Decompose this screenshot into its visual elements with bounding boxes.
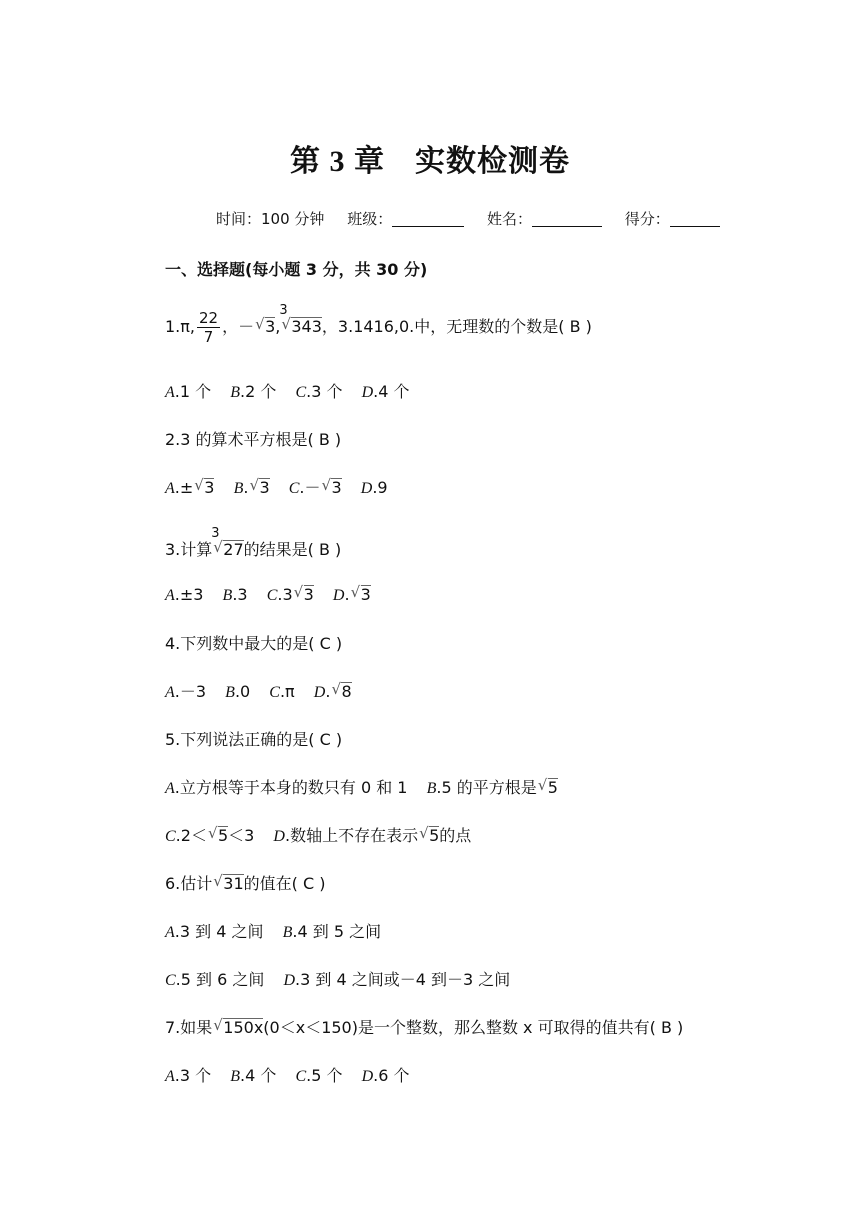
q1-prefix: 1.π,	[165, 317, 195, 336]
option-text: .－3	[174, 682, 207, 701]
question-6	[165, 871, 325, 894]
q6-options-row1	[165, 919, 381, 942]
option-text: .4 个	[373, 382, 410, 401]
radicand: 3	[303, 585, 314, 604]
option-letter: D	[283, 972, 296, 989]
option-text: .5 的平方根是	[436, 778, 537, 797]
radicand: 5	[547, 778, 558, 797]
sqrt-radical	[195, 478, 214, 497]
option-letter: A	[165, 587, 175, 604]
sqrt-radical	[332, 682, 351, 701]
sqrt-radical	[420, 826, 439, 845]
score-label: 得分：	[624, 210, 670, 228]
option-letter: D	[332, 587, 345, 604]
option-text: .±	[174, 478, 194, 497]
option-letter: B	[233, 480, 244, 497]
radicand: 343	[291, 317, 322, 336]
option-text: .3 到 4 之间	[174, 922, 264, 941]
option-text: .3 个	[174, 1066, 212, 1085]
option-letter: A	[165, 1068, 175, 1085]
radicand: 150x	[223, 1018, 264, 1037]
option-text: .数轴上不存在表示	[284, 826, 419, 845]
option-text: .9	[372, 478, 388, 497]
question-2: 2.3 的算术平方根是( B )	[165, 430, 342, 449]
option-letter: C	[266, 587, 278, 604]
option-text: .－	[299, 478, 321, 497]
sqrt-radical	[352, 585, 371, 604]
option-text: .2 个	[240, 382, 277, 401]
fraction-denominator: 7	[203, 328, 214, 346]
option-letter: B	[230, 384, 241, 401]
q7-options	[165, 1063, 410, 1086]
q3-prefix: 3.计算	[165, 540, 213, 559]
q1-text: ，－	[222, 317, 255, 336]
radicand: 3	[204, 478, 215, 497]
option-letter: C	[269, 684, 280, 701]
option-letter: C	[295, 384, 307, 401]
option-letter: B	[426, 780, 437, 797]
sqrt-radical	[214, 1018, 263, 1037]
sqrt-radical	[209, 826, 228, 845]
fraction	[197, 309, 220, 346]
option-letter: B	[230, 1068, 241, 1085]
option-text: .4 到 5 之间	[292, 922, 382, 941]
q7-prefix: 7.如果	[165, 1018, 213, 1037]
option-letter: D	[361, 1068, 374, 1085]
option-letter: D	[360, 480, 373, 497]
class-blank	[392, 210, 464, 227]
option-text: .0	[234, 682, 251, 701]
option-letter: C	[295, 1068, 307, 1085]
q5-options-row1	[165, 775, 558, 798]
option-text: .立方根等于本身的数只有 0 和 1	[174, 778, 408, 797]
sqrt-radical	[295, 585, 314, 604]
option-text: .	[325, 682, 331, 701]
radicand: 3	[265, 317, 276, 336]
root-index: √ 3	[279, 303, 288, 318]
question-3	[165, 526, 342, 560]
q1-options	[165, 379, 410, 402]
option-text: .3 到 4 之间或－4 到－3 之间	[295, 970, 511, 989]
option-text: .2＜	[175, 826, 207, 845]
sqrt-radical	[214, 874, 243, 893]
sqrt-radical	[539, 778, 558, 797]
page-title	[0, 136, 860, 180]
radicand: 3	[331, 478, 342, 497]
q2-options	[165, 475, 388, 498]
option-letter: B	[225, 684, 235, 701]
option-text: .±3	[174, 585, 204, 604]
q3-options	[165, 585, 371, 605]
option-text: .π	[279, 682, 295, 701]
option-text: ＜3	[228, 826, 255, 845]
option-text: .4 个	[240, 1066, 277, 1085]
name-label: 姓名：	[486, 210, 532, 228]
root-index: √ 3	[211, 526, 220, 541]
cube-root-radical	[211, 526, 244, 559]
q6-options-row2	[165, 967, 510, 990]
option-letter: A	[165, 480, 175, 497]
chapter-label: 第 3 章	[290, 145, 385, 178]
option-letter: B	[282, 924, 293, 941]
option-text: .	[344, 585, 350, 604]
section-heading: 一、选择题(每小题 3 分，共 30 分)	[165, 260, 428, 279]
cube-root-radical	[279, 303, 322, 336]
option-letter: A	[165, 780, 175, 797]
option-letter: C	[165, 972, 176, 989]
q7-suffix: (0＜x＜150)是一个整数，那么整数 x 可取得的值共有( B )	[263, 1018, 684, 1037]
option-text: .3	[277, 585, 293, 604]
option-letter: D	[361, 384, 374, 401]
q6-prefix: 6.估计	[165, 874, 213, 893]
name-blank	[532, 210, 602, 227]
option-letter: B	[222, 587, 233, 604]
q1-text: ,	[275, 317, 281, 336]
option-text: .5 到 6 之间	[175, 970, 265, 989]
q1-text: ，3.1416,0.中，无理数的个数是( B )	[321, 317, 592, 336]
question-4: 4.下列数中最大的是( C )	[165, 634, 343, 653]
sqrt-radical	[322, 478, 341, 497]
option-text: .6 个	[373, 1066, 410, 1085]
sqrt-radical	[256, 317, 275, 336]
option-text: .	[243, 478, 249, 497]
radicand: 3	[259, 478, 270, 497]
q6-suffix: 的值在( C )	[243, 874, 326, 893]
question-1	[165, 303, 592, 346]
radicand: 5	[429, 826, 440, 845]
q4-options	[165, 679, 352, 702]
radicand: 27	[223, 540, 244, 559]
class-label: 班级：	[347, 210, 393, 228]
option-letter: A	[165, 924, 175, 941]
q3-suffix: 的结果是( B )	[243, 540, 342, 559]
option-text: .3	[232, 585, 248, 604]
q5-options-row2	[165, 823, 471, 846]
option-letter: A	[165, 384, 175, 401]
option-letter: A	[165, 684, 175, 701]
student-info-row	[216, 208, 720, 229]
option-text: .5 个	[306, 1066, 343, 1085]
radicand: 5	[217, 826, 229, 845]
exam-name: 实数检测卷	[415, 145, 570, 178]
radicand: 31	[223, 874, 244, 893]
option-letter: D	[273, 828, 285, 845]
score-blank	[670, 210, 720, 227]
time-label: 时间：100 分钟	[216, 210, 325, 228]
question-7	[165, 1015, 683, 1038]
option-text: 的点	[439, 826, 472, 845]
fraction-numerator: 22	[198, 309, 219, 327]
option-letter: D	[313, 684, 326, 701]
question-5: 5.下列说法正确的是( C )	[165, 730, 343, 749]
option-text: .1 个	[174, 382, 212, 401]
radicand: 3	[360, 585, 371, 604]
sqrt-radical	[250, 478, 269, 497]
radicand: 8	[341, 682, 352, 701]
option-text: .3 个	[306, 382, 343, 401]
option-letter: C	[288, 480, 300, 497]
option-letter: C	[165, 828, 176, 845]
